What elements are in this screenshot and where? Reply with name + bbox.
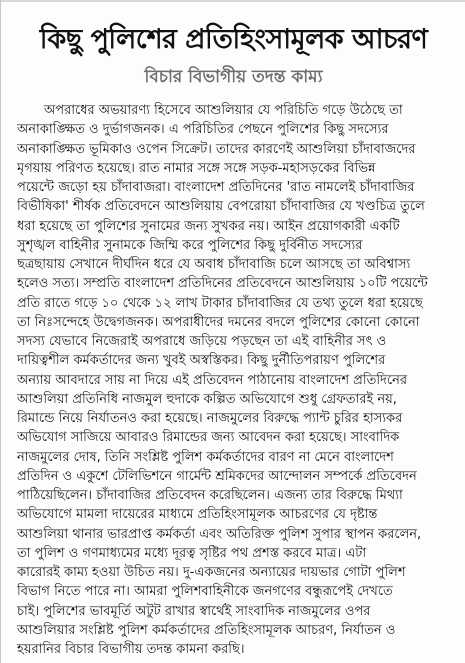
body-line: ধরা হয়েছে তা পুলিশের সুনামের জন্য সুখকর নয়। আইন প্রয়োগকারী একটি <box>17 218 400 234</box>
body-line: তা পুলিশ ও গণমাধ্যমের মধ্যে দূরত্ব সৃষ্টির পথ প্রশস্ত করবে মাত্র। এটা <box>17 545 367 561</box>
top-rule <box>1 0 465 2</box>
body-line: অনাকাঙ্ক্ষিত ভূমিকাও ওপেন সিক্রেট। তাদের কারণেই আশুলিয়া চাঁদাবাজদের <box>17 141 416 157</box>
body-line: পয়েন্টে জড়ো হয় চাঁদাবাজরা। বাংলাদেশ প্রতিদিনের 'রাত নামলেই চাঁদাবাজির <box>17 180 415 195</box>
body-line: রিমান্ডে নিয়ে নির্যাতনও করা হয়েছে। নাজমুলের বিরুদ্ধে প্যান্ট চুরির হাস্যকর <box>17 411 403 426</box>
body-line: অভিযোগ সাজিয়ে আবারও রিমান্ডের জন্য আবেদন করা হয়েছে। সাংবাদিক <box>17 430 400 446</box>
article-body <box>17 101 457 659</box>
body-line: মৃগয়ায় পরিণত হয়েছে। রাত নামার সঙ্গে সঙ্গে সড়ক-মহাসড়কের বিভিন্ন <box>17 160 376 176</box>
body-line: আশুলিয়া থানার ভারপ্রাপ্ত কর্মকর্তা এবং অতিরিক্ত পুলিশ সুপার স্থাপন করলেন, <box>17 526 422 542</box>
body-line: আশুলিয়ার সংশ্লিষ্ট পুলিশ কর্মকর্তাদের প্রতিহিংসামূলক আচরণ, নির্যাতন ও <box>17 622 396 638</box>
body-line: বিভীষিকা' শীর্ষক প্রতিবেদনে আশুলিয়ায় বেপরোয়া চাঁদাবাজির যে খণ্ডচিত্র তুলে <box>17 199 425 215</box>
body-line: বিভাগ নিতে পারে না। আমরা পুলিশবাহিনীকে জনগণের বন্ধুরূপেই দেখতে <box>17 584 393 600</box>
body-line: অভিযোগে মামলা দায়েরের মাধ্যমে প্রতিহিংসামূলক আচরণের যে দৃষ্টান্ত <box>17 507 378 523</box>
body-line: অন্যায় আবদারে সায় না দিয়ে এই প্রতিবেদন পাঠানোয় বাংলাদেশ প্রতিদিনের <box>17 372 408 388</box>
body-line: হয়রানির বিচার বিভাগীয় তদন্ত কামনা করছি। <box>17 642 245 657</box>
body-line: অপরাধের অভয়ারণ্য হিসেবে আশুলিয়ার যে পরিচিতি গড়ে উঠেছে তা <box>44 103 403 118</box>
body-line: দায়িত্বশীল কর্মকর্তাদের জন্য খুবই অস্বস্তিকর। কিছু দুর্নীতিপরায়ণ পুলিশের <box>17 353 386 369</box>
body-line: অনাকাঙ্ক্ষিত ও দুর্ভাগজনক। এ পরিচিতির পেছনে পুলিশের কিছু সদস্যের <box>17 122 389 138</box>
body-line: সদস্য যেভাবে নিজেরাই অপরাধে জড়িয়ে পড়ছেন তা এই বাহিনীর সৎ ও <box>17 334 387 349</box>
article-subheadline: বিচার বিভাগীয় তদন্ত কাম্য <box>144 67 323 87</box>
body-line: হলেও সত্য। সম্প্রতি বাংলাদেশ প্রতিদিনের প্রতিবেদনে আশুলিয়ায় ১০টি পয়েন্টে <box>17 276 428 292</box>
body-line: ছত্রছায়ায় সেখানে দীর্ঘদিন ধরে যে অবাধ চাঁদাবাজি চলে আসছে তা অবিশ্বাস্য <box>17 257 411 272</box>
article-headline: কিছু পুলিশের প্রতিহিংসামূলক আচরণ <box>39 24 428 55</box>
body-line: আশুলিয়া প্রতিনিধি নাজমুল হুদাকে কল্পিত অভিযোগে শুধু গ্রেফতারই নয়, <box>17 391 397 407</box>
body-line: প্রতি রাতে গড়ে ১০ থেকে ১২ লাখ টাকার চাঁদাবাজির যে তথ্য তুলে ধরা হয়েছে <box>17 295 423 311</box>
body-line: সুশৃঙ্খল বাহিনীর সুনামকে জিম্মি করে পুলিশের কিছু দুর্বিনীত সদস্যের <box>17 237 363 253</box>
body-line: চাই। পুলিশের ভাবমূর্তি অটুট রাখার স্বার্থেই সাংবাদিক নাজমুলের ওপর <box>17 603 371 619</box>
body-line: কারোরই কাম্য হওয়া উচিত নয়। দু-একজনের অন্যায়ের দায়ভার গোটা পুলিশ <box>17 565 406 580</box>
body-line: তা নিঃসন্দেহে উদ্বেগজনক। অপরাধীদের দমনের বদলে পুলিশের কোনো কোনো <box>17 314 420 330</box>
body-line: নাজমুলের দোষ, তিনি সংশ্লিষ্ট পুলিশ কর্মকর্তাদের বারণ না মেনে বাংলাদেশ <box>17 449 394 465</box>
body-line: পাঠিয়েছিলেন। চাঁদাবাজির প্রতিবেদন করেছিলেন। এজন্য তার বিরুদ্ধে মিথ্যা <box>17 488 403 503</box>
body-line: প্রতিদিন ও একুশে টেলিভিশনে গার্মেন্ট শ্রমিকদের আন্দোলন সম্পর্কে প্রতিবেদন <box>17 468 417 484</box>
